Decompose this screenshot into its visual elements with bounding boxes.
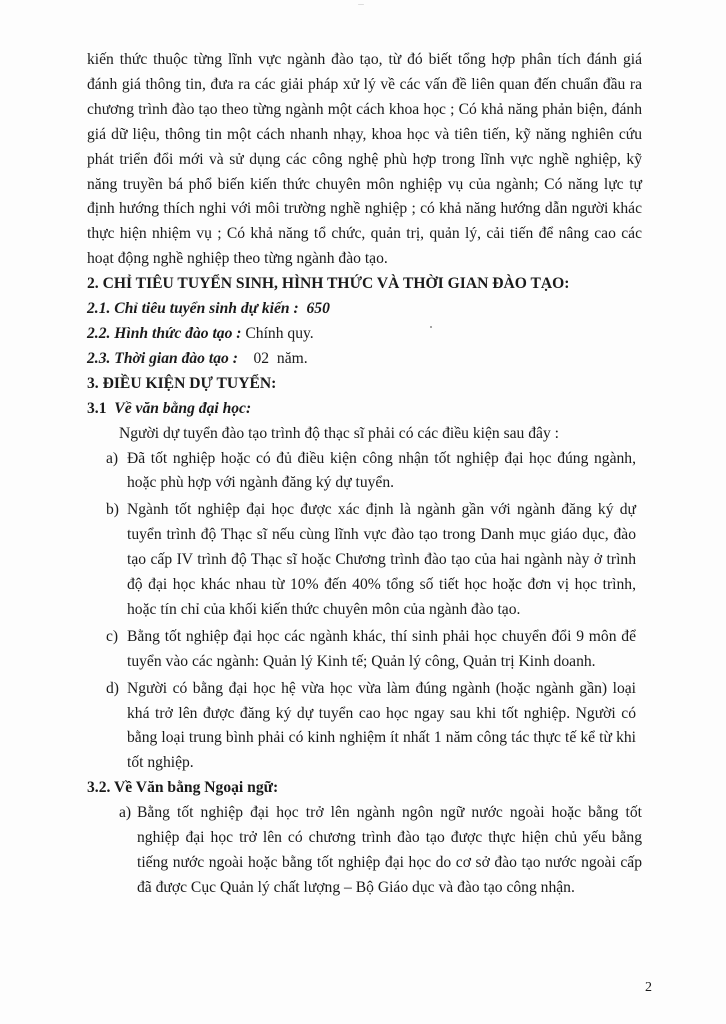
list-item-text: Bằng tốt nghiệp đại học trở lên ngành ngôn ngữ nước ngoài hoặc bằng tốt nghiệp đại học trở lên có chương trình đào tạo được thực hiện chủ yếu bằng tiếng nước ngoài hoặc bằng tốt nghiệp đại học do cơ sở đào tạo nước ngoài cấp đã được Cục Quản lý chất lượng – Bộ Giáo dục và đào tạo công nhận.: [137, 804, 642, 896]
list-item-marker: d): [106, 679, 119, 697]
section-3-1-label: Về văn bằng đại học:: [114, 399, 252, 417]
list-item-marker: c): [106, 627, 119, 645]
section-2-1: [87, 297, 642, 322]
section-3-2-heading: 3.2. Về Văn bằng Ngoại ngữ:: [87, 779, 279, 797]
section-2-2: [87, 322, 642, 347]
page-number: 2: [645, 980, 652, 995]
section-3-1-lead: Người dự tuyển đào tạo trình độ thạc sĩ phải có các điều kiện sau đây :: [119, 424, 559, 442]
section-3-1-list: [87, 447, 642, 777]
list-item-text: Người có bằng đại học hệ vừa học vừa làm đúng ngành (hoặc ngành gần) loại khá trở lên được đăng ký dự tuyển cao học ngay sau khi tốt nghiệp. Người có bằng loại trung bình phải có kinh nghiệm ít nhất 1 năm công tác thực tế kể từ khi tốt nghiệp.: [127, 679, 636, 772]
section-3-1-number: 3.1: [87, 399, 107, 417]
list-item: [87, 625, 642, 675]
list-item-text: Ngành tốt nghiệp đại học được xác định là ngành gần với ngành đăng ký dự tuyển trình độ Thạc sĩ nếu cùng lĩnh vực đào tạo trong Danh mục giáo dục, đào tạo cấp IV trình độ Thạc sĩ hoặc Chương trình đào tạo của hai ngành này ở trình độ đại học khác nhau từ 10% đến 40% tổng số tiết học hoặc đơn vị học trình, hoặc tín chỉ của khối kiến thức chuyên môn của ngành đào tạo.: [127, 501, 636, 618]
section-2-2-label: Hình thức đào tạo: [114, 324, 233, 342]
intro-paragraph: kiến thức thuộc từng lĩnh vực ngành đào tạo, từ đó biết tổng hợp phân tích đánh giá đánh giá thông tin, đưa ra các giải pháp xử lý về các vấn đề liên quan đến chuẩn đầu ra chương trình đào tạo theo từng ngành một cách khoa học ; Có khả năng phản biện, đánh giá dữ liệu, thông tin một cách nhanh nhạy, khoa học và tiên tiến, kỹ năng nghiên cứu phát triển đổi mới và sử dụng các công nghệ phù hợp trong lĩnh vực nghề nghiệp, kỹ năng truyền bá phổ biến kiến thức chuyên môn nghiệp vụ của ngành; Có năng lực tự định hướng thích nghi với môi trường nghề nghiệp ; có khả năng hướng dẫn người khác thực hiện nhiệm vụ ; Có khả năng tổ chức, quản trị, quản lý, cải tiến để nâng cao các hoạt động nghề nghiệp theo từng ngành đào tạo.: [87, 51, 642, 268]
scan-speck: [358, 4, 364, 5]
scan-speck: [430, 326, 432, 328]
section-2-1-label: Chỉ tiêu tuyển sinh dự kiến: [114, 300, 290, 318]
section-2-3-separator: :: [228, 349, 254, 367]
section-2-1-number: 2.1.: [87, 300, 111, 318]
list-item-text: Đã tốt nghiệp hoặc có đủ điều kiện công nhận tốt nghiệp đại học đúng ngành, hoặc phù hợp với ngành đăng ký dự tuyển.: [127, 449, 636, 492]
list-item-marker: a): [119, 804, 132, 822]
section-2-2-value: Chính quy.: [245, 324, 314, 342]
list-item: [87, 677, 642, 777]
section-3-heading: 3. ĐIỀU KIỆN DỰ TUYỂN:: [87, 374, 277, 392]
list-item-marker: b): [106, 501, 119, 519]
section-2-3-number: 2.3.: [87, 349, 111, 367]
section-2-1-value: 650: [306, 300, 330, 318]
section-2-3-value: 02 năm.: [253, 349, 308, 367]
section-2-3-label: Thời gian đào tạo: [114, 349, 229, 367]
list-item-text: Bằng tốt nghiệp đại học các ngành khác, thí sinh phải học chuyển đổi 9 môn để tuyển vào các ngành: Quản lý Kinh tế; Quản lý công, Quản trị Kinh doanh.: [127, 627, 636, 670]
list-item: [87, 498, 642, 623]
section-2-1-separator: :: [289, 300, 307, 318]
section-2-2-separator: :: [232, 324, 246, 342]
section-2-3: [87, 347, 642, 372]
list-item: [87, 447, 642, 497]
list-item-marker: a): [106, 449, 119, 467]
section-3-1-heading: [87, 397, 642, 422]
list-item: [87, 801, 642, 901]
section-2-2-number: 2.2.: [87, 324, 111, 342]
section-2-heading: 2. CHỈ TIÊU TUYỂN SINH, HÌNH THỨC VÀ THỜI GIAN ĐÀO TẠO:: [87, 275, 570, 293]
page-content: [87, 48, 642, 901]
